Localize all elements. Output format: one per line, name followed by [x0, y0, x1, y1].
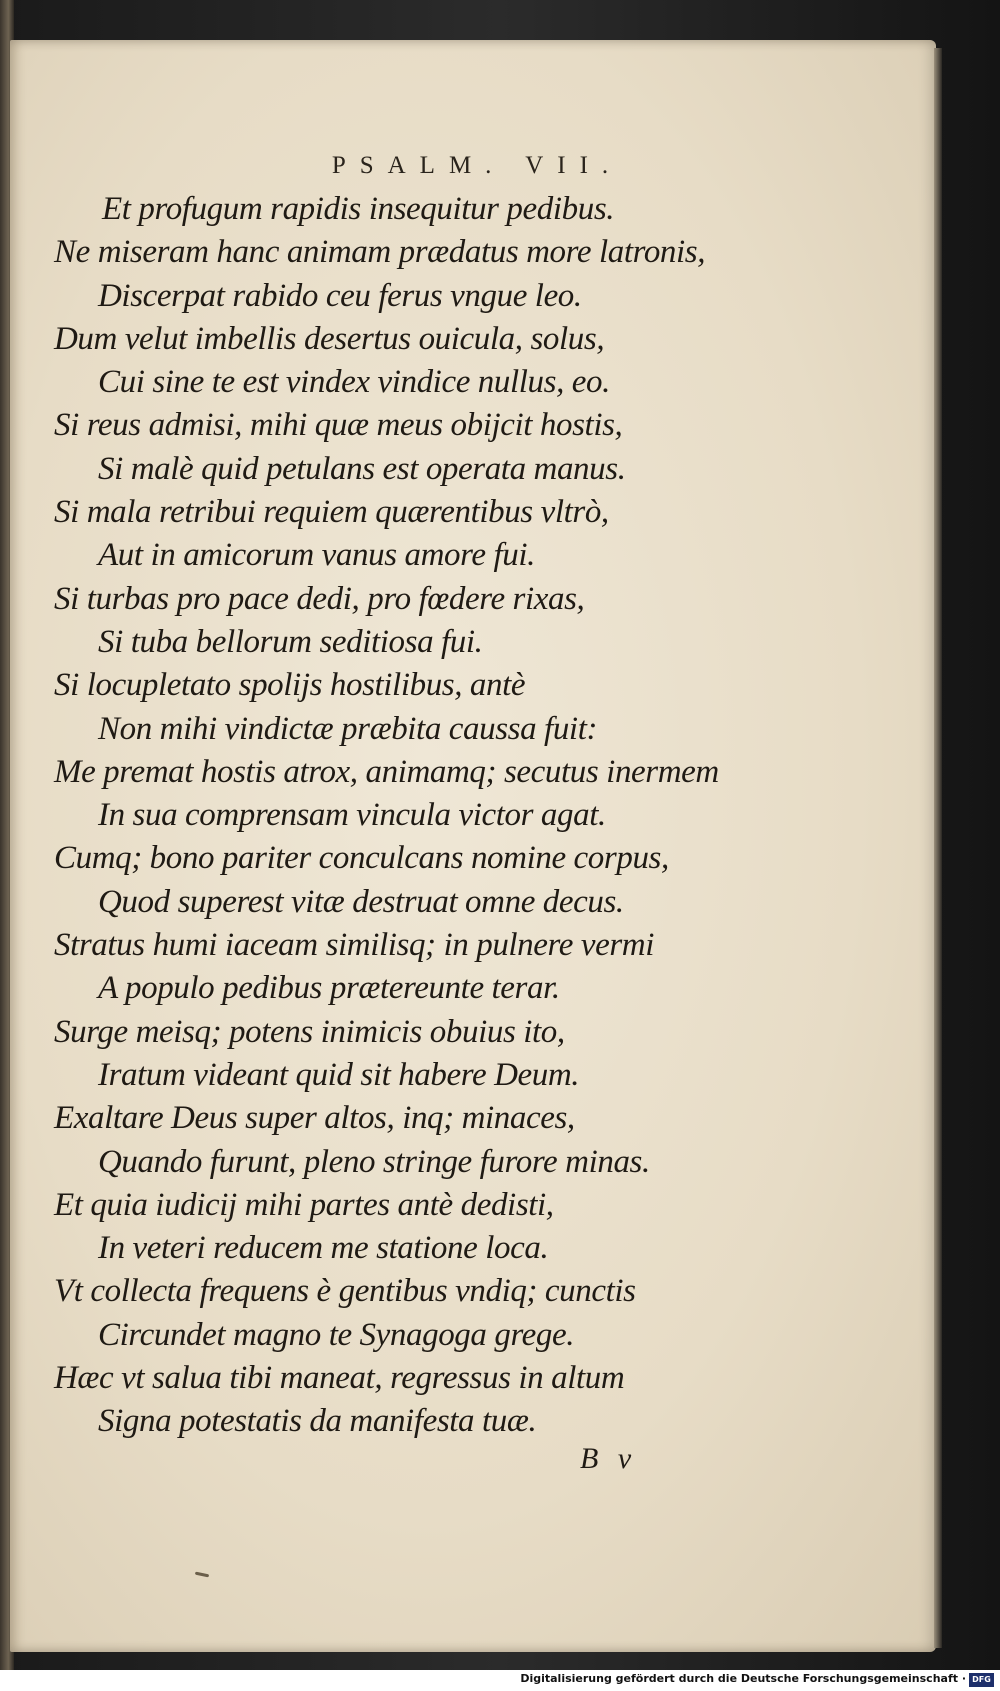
dfg-logo-icon: DFG	[969, 1673, 994, 1687]
verse-line: Iratum videant quid sit habere Deum.	[98, 1056, 580, 1093]
verse-line: Quando furunt, pleno stringe furore minas.	[98, 1143, 650, 1180]
verse-line: Et profugum rapidis insequitur pedibus.	[102, 191, 615, 227]
verse-line: In sua comprensam vincula victor agat.	[98, 797, 606, 834]
verse-line: Si malè quid petulans est operata manus.	[98, 450, 626, 487]
psalm-verses	[48, 188, 928, 1444]
book-page	[10, 40, 936, 1652]
verse-line: Quod superest vitæ destruat omne decus.	[98, 883, 624, 920]
verse-line: Si reus admisi, mihi quæ meus obijcit hostis,	[54, 407, 623, 444]
verse-line: Me premat hostis atrox, animamq; secutus inermem	[54, 753, 719, 790]
verse-line: Exaltare Deus super altos, inq; minaces,	[54, 1100, 575, 1137]
verse-line: Si turbas pro pace dedi, pro fœdere rixas,	[54, 580, 585, 617]
paper-blemish	[195, 1572, 209, 1578]
verse-line: Et quia iudicij mihi partes antè dedisti,	[54, 1186, 554, 1223]
verse-line: Dum velut imbellis desertus ouicula, solus,	[54, 320, 605, 357]
verse-line: Ne miseram hanc animam prædatus more latronis,	[54, 234, 706, 271]
verse-line: Cumq; bono pariter conculcans nomine corpus,	[54, 840, 669, 877]
verse-line: Cui sine te est vindex vindice nullus, eo.	[98, 364, 610, 401]
verse-line: Aut in amicorum vanus amore fui.	[98, 537, 535, 574]
verse-line: Vt collecta frequens è gentibus vndiq; cunctis	[54, 1273, 636, 1310]
verse-line: A populo pedibus prætereunte terar.	[98, 970, 560, 1007]
verse-line: Surge meisq; potens inimicis obuius ito,	[54, 1013, 565, 1050]
running-head: PSALM. VII.	[331, 152, 623, 179]
page-edge-shadow	[934, 48, 942, 1648]
verse-line: Stratus humi iaceam similisq; in pulnere vermi	[54, 927, 654, 964]
verse-line: Hæc vt salua tibi maneat, regressus in altum	[54, 1360, 625, 1397]
signature-mark: B v	[580, 1442, 638, 1475]
verse-line: Si locupletato spolijs hostilibus, antè	[54, 667, 526, 704]
verse-line: Si mala retribui requiem quærentibus vltrò,	[54, 494, 609, 531]
digitization-credit-bar	[0, 1670, 1000, 1691]
verse-line: Circundet magno te Synagoga grege.	[98, 1316, 575, 1353]
verse-line: Discerpat rabido ceu ferus vngue leo.	[98, 277, 582, 314]
verse-line: Signa potestatis da manifesta tuæ.	[98, 1403, 537, 1440]
verse-line: In veteri reducem me statione loca.	[98, 1230, 549, 1267]
verse-line: Si tuba bellorum seditiosa fui.	[98, 623, 483, 660]
funding-credit: Digitalisierung gefördert durch die Deutsche Forschungsgemeinschaft ·	[520, 1672, 966, 1685]
verse-line: Non mihi vindictæ præbita caussa fuit:	[98, 710, 598, 747]
